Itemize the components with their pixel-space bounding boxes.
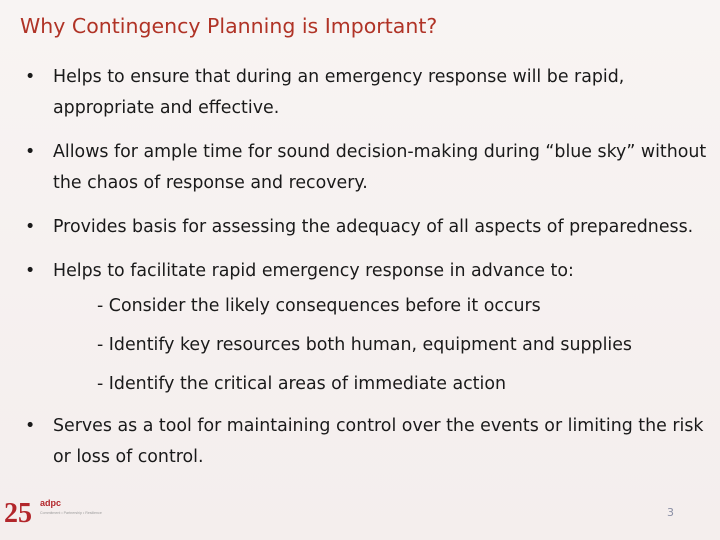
bullet-item: [25, 212, 715, 243]
bullet-item: [25, 137, 715, 199]
page-number: 3: [667, 506, 674, 519]
bullet-text: Helps to facilitate rapid emergency response in advance to:: [53, 261, 574, 281]
sub-item-critical-areas: - Identify the critical areas of immediate action: [97, 374, 506, 394]
bullet-icon: •: [25, 261, 36, 281]
bullet-text: Helps to ensure that during an emergency response will be rapid, appropriate and effective.: [53, 67, 625, 118]
adpc-logo: [4, 492, 124, 532]
bullet-icon: •: [25, 416, 36, 436]
logo-number: 25: [4, 498, 32, 529]
slide-content: [25, 62, 715, 473]
slide-title: Why Contingency Planning is Important?: [20, 14, 438, 38]
bullet-icon: •: [25, 67, 36, 87]
bullet-item: [25, 411, 715, 473]
bullet-item: [25, 62, 715, 124]
bullet-icon: •: [25, 217, 36, 237]
bullet-text: Allows for ample time for sound decision-making during “blue sky” without the chaos of response and recovery.: [53, 142, 707, 193]
sub-item-consequences: - Consider the likely consequences before it occurs: [97, 296, 541, 316]
bullet-icon: •: [25, 142, 36, 162]
bullet-item: [25, 256, 715, 287]
logo-tagline: Commitment • Partnership • Resilience: [40, 511, 102, 515]
sub-item-resources: - Identify key resources both human, equipment and supplies: [97, 335, 632, 355]
bullet-text: Provides basis for assessing the adequacy of all aspects of preparedness.: [53, 217, 694, 237]
bullet-text: Serves as a tool for maintaining control over the events or limiting the risk or loss of control.: [53, 416, 704, 467]
logo-wordmark: adpc: [40, 498, 62, 508]
